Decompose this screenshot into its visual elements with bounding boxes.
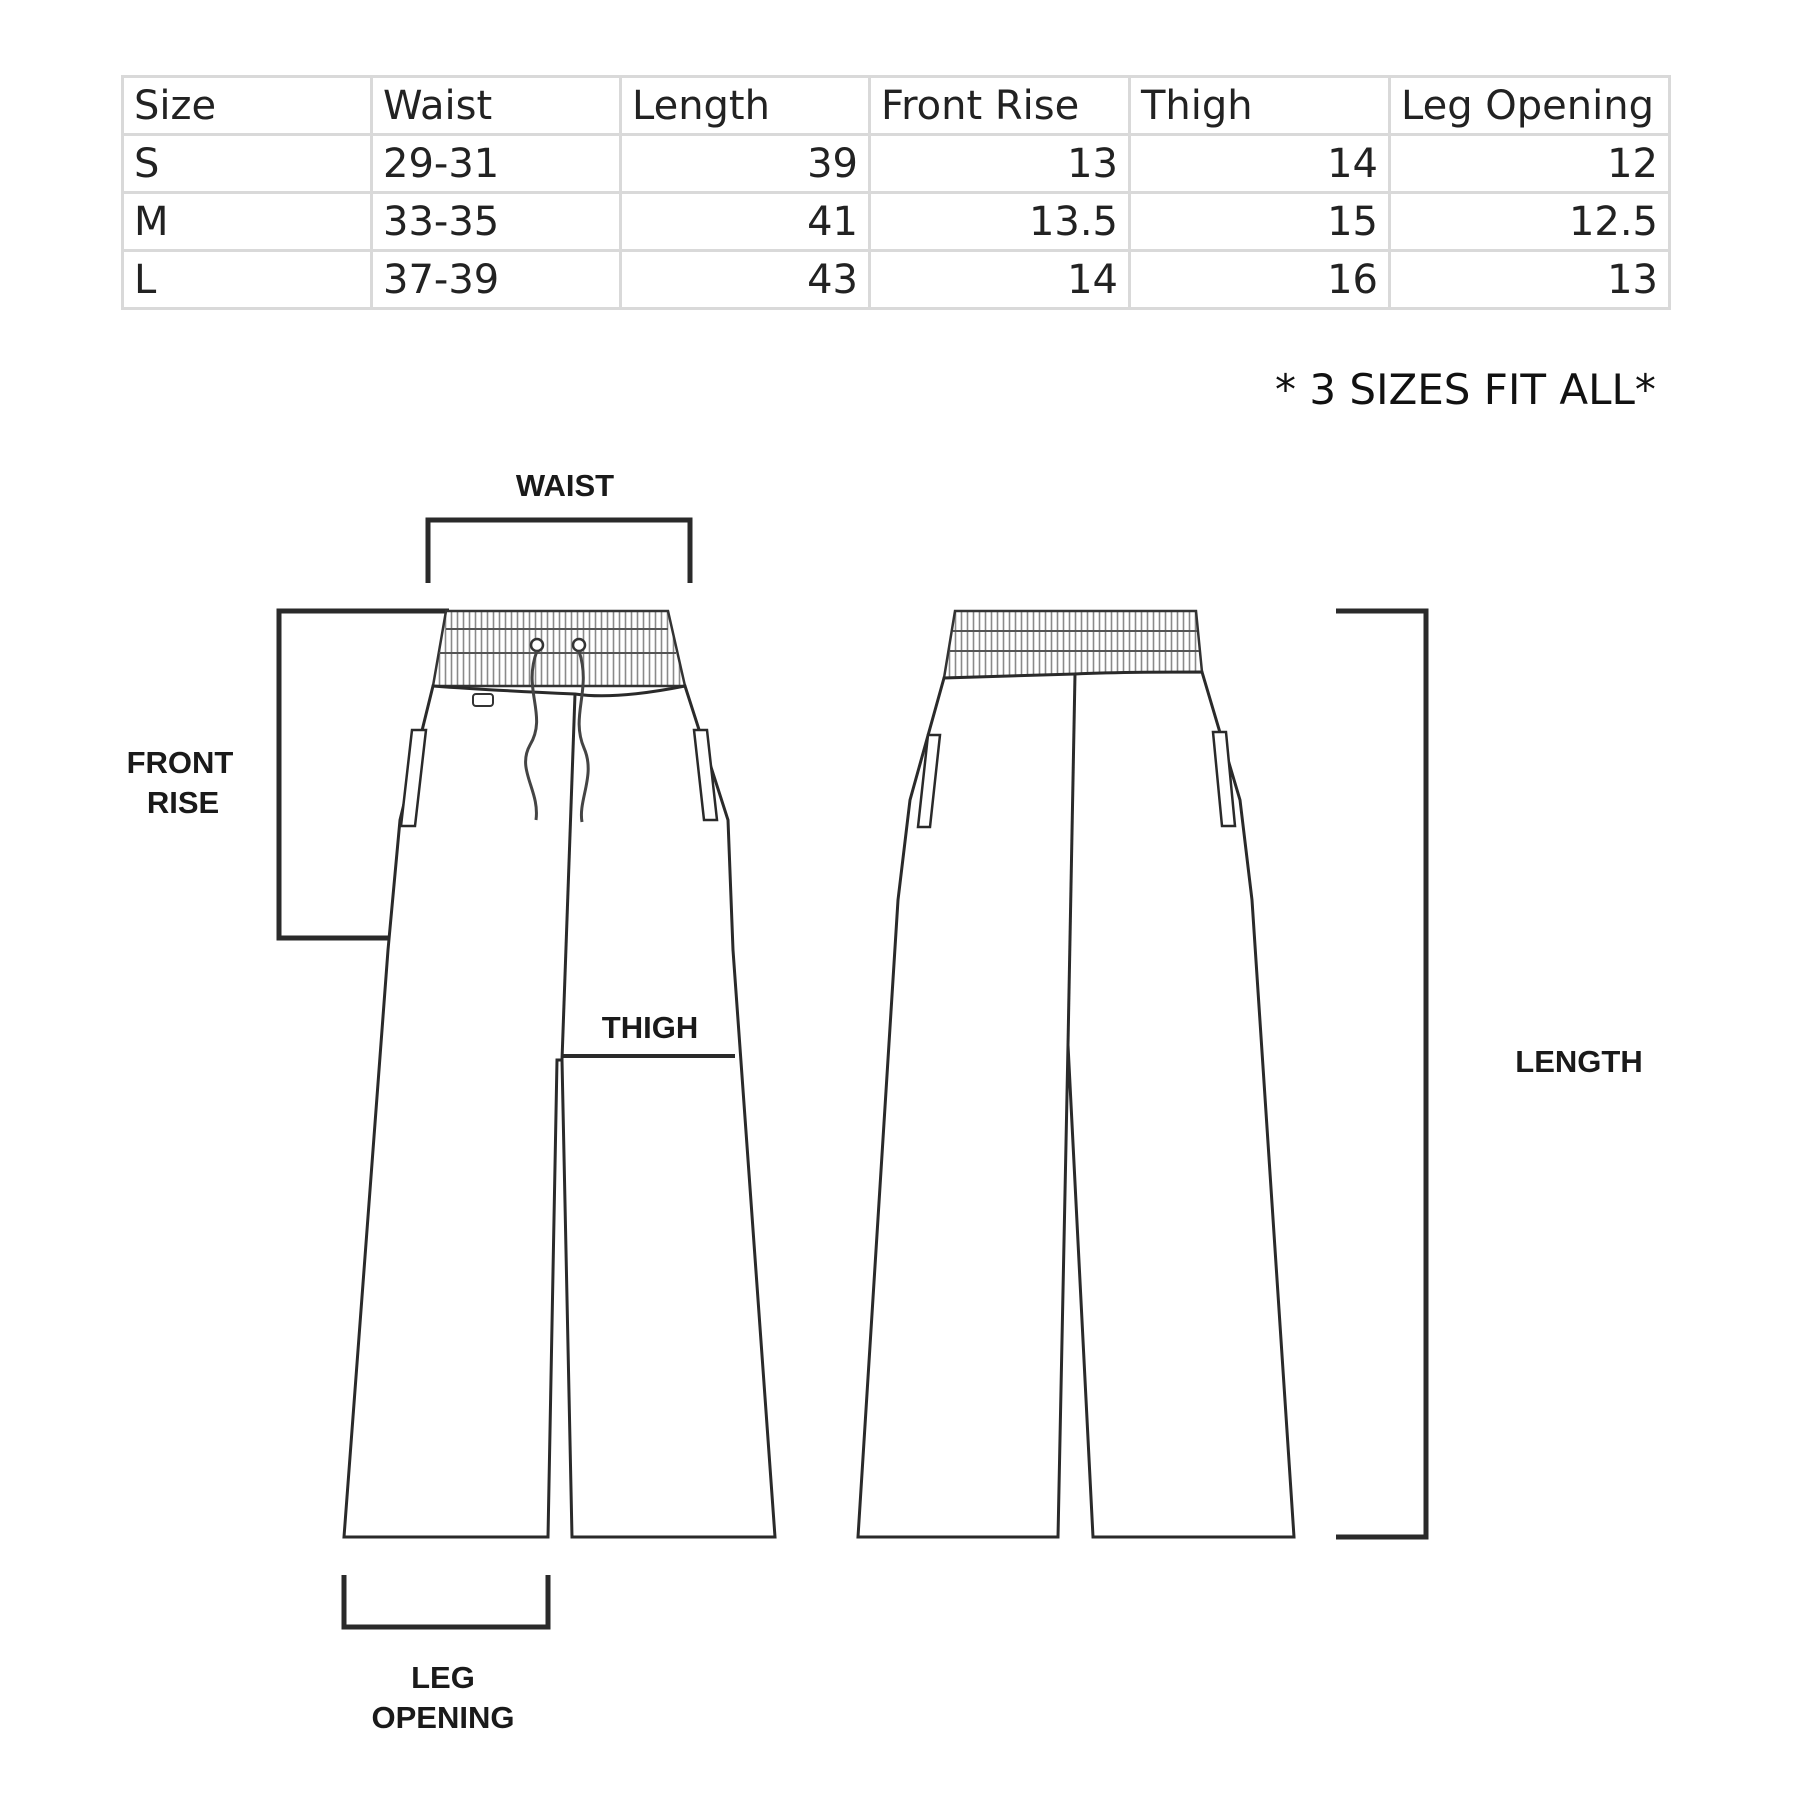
front-rise-label: RISE xyxy=(146,785,220,820)
waist-bracket xyxy=(428,520,690,583)
header-waist: Waist xyxy=(372,77,621,135)
cell-size: M xyxy=(123,193,372,251)
back-waistband xyxy=(944,611,1202,678)
cell-front-rise: 14 xyxy=(870,251,1130,309)
thigh-label: THIGH xyxy=(601,1010,699,1045)
cell-waist: 33-35 xyxy=(372,193,621,251)
cell-thigh: 16 xyxy=(1130,251,1390,309)
back-view-pants xyxy=(858,611,1294,1537)
tag-icon xyxy=(473,694,493,706)
header-front-rise: Front Rise xyxy=(870,77,1130,135)
cell-length: 41 xyxy=(621,193,870,251)
front-rise-label: FRONT xyxy=(126,745,234,780)
cell-length: 39 xyxy=(621,135,870,193)
cell-leg-opening: 12.5 xyxy=(1390,193,1670,251)
cell-front-rise: 13 xyxy=(870,135,1130,193)
cell-thigh: 14 xyxy=(1130,135,1390,193)
header-length: Length xyxy=(621,77,870,135)
cell-length: 43 xyxy=(621,251,870,309)
cell-front-rise: 13.5 xyxy=(870,193,1130,251)
leg-opening-label: OPENING xyxy=(371,1700,515,1735)
length-bracket xyxy=(1336,611,1426,1537)
cell-waist: 29-31 xyxy=(372,135,621,193)
header-size: Size xyxy=(123,77,372,135)
fit-note: * 3 SIZES FIT ALL* xyxy=(1275,365,1656,414)
drawstring-eyelet-icon xyxy=(573,639,585,651)
leg-opening-label: LEG xyxy=(411,1660,475,1695)
cell-thigh: 15 xyxy=(1130,193,1390,251)
cell-leg-opening: 13 xyxy=(1390,251,1670,309)
waist-label: WAIST xyxy=(515,468,615,503)
front-waistband xyxy=(433,611,685,686)
cell-waist: 37-39 xyxy=(372,251,621,309)
header-leg-opening: Leg Opening xyxy=(1390,77,1670,135)
header-thigh: Thigh xyxy=(1130,77,1390,135)
leg-opening-bracket xyxy=(344,1575,548,1627)
cell-size: L xyxy=(123,251,372,309)
length-label: LENGTH xyxy=(1515,1044,1643,1079)
drawstring-eyelet-icon xyxy=(531,639,543,651)
front-view-pants xyxy=(344,611,775,1537)
cell-size: S xyxy=(123,135,372,193)
cell-leg-opening: 12 xyxy=(1390,135,1670,193)
